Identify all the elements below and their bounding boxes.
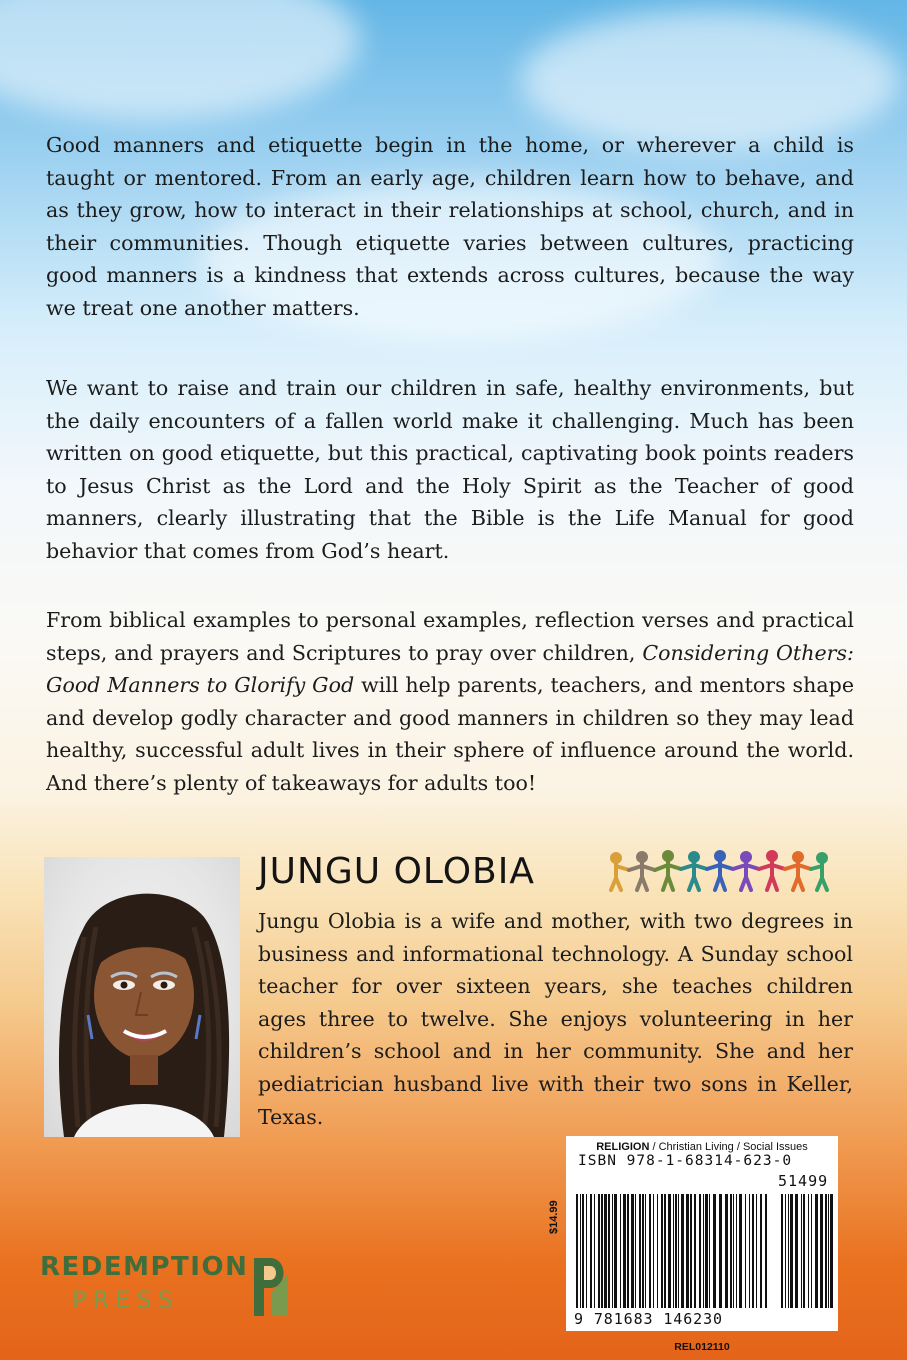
barcode-bar — [675, 1194, 677, 1308]
cloud-decoration — [0, 0, 360, 120]
barcode-bar — [690, 1194, 692, 1308]
barcode-bar — [703, 1194, 704, 1308]
barcode-bar — [586, 1194, 587, 1308]
price-label: $14.99 — [548, 1200, 560, 1234]
publisher-logo — [40, 1252, 290, 1324]
barcode-bar — [661, 1194, 663, 1308]
barcode-bar — [733, 1194, 734, 1308]
author-name: JUNGU OLOBIA — [258, 851, 535, 892]
category-rest: / Christian Living / Social Issues — [649, 1141, 808, 1153]
barcode-bar — [801, 1194, 802, 1308]
barcode-bar — [765, 1194, 767, 1308]
barcode-bar — [681, 1194, 684, 1308]
barcode-bar — [760, 1194, 762, 1308]
barcode-bar — [668, 1194, 671, 1308]
barcode-bar — [752, 1194, 754, 1308]
publisher-name-line-1: REDEMPTION — [40, 1252, 249, 1282]
barcode-bar — [657, 1194, 658, 1308]
publisher-mark-icon — [248, 1252, 294, 1322]
barcode-bar — [719, 1194, 722, 1308]
barcode-bar — [745, 1194, 746, 1308]
blurb-paragraph-3-end: will help parents, teachers, and mentors shape and develop godly character and good manners in children so they may lead healthy, successful adult lives in their sphere of influence around the world. And there’s plenty of takeaways for adults too! — [46, 673, 855, 795]
isbn-barcode — [574, 1194, 770, 1308]
barcode-bar — [709, 1194, 710, 1308]
barcode-bar — [642, 1194, 644, 1308]
barcode-bar — [645, 1194, 646, 1308]
author-photo — [44, 857, 240, 1137]
barcode-bar — [699, 1194, 701, 1308]
author-portrait-illustration — [44, 857, 240, 1137]
barcode-bar — [604, 1194, 607, 1308]
barcode-bar — [713, 1194, 716, 1308]
barcode-bar — [590, 1194, 592, 1308]
barcode-bar — [828, 1194, 829, 1308]
blurb-paragraph-3-start: From biblical examples to personal examples, reflection verses and practical steps, and prayers and Scriptures to pray over children, — [46, 608, 854, 665]
barcode-bar — [686, 1194, 689, 1308]
barcode-bar — [635, 1194, 636, 1308]
blurb-paragraph-1: Good manners and etiquette begin in the home, or wherever a child is taught or mentored. From an early age, children learn how to behave, and as they grow, how to interact in their relationships at school, church, and in their communities. Though etiquette varies between cultures, practicing good manners is a kindness that extends across cultures, because the way we treat one another matters. — [46, 133, 854, 320]
barcode-bar — [582, 1194, 584, 1308]
bisac-category — [566, 1141, 838, 1153]
barcode-bar — [612, 1194, 613, 1308]
barcode-bar — [808, 1194, 809, 1308]
barcode-bar — [694, 1194, 696, 1308]
book-title-italic: Considering Others: Good Manners to Glorify God — [46, 640, 854, 698]
isbn-label: ISBN 978-1-68314-623-0 — [578, 1153, 793, 1169]
barcode-bar — [678, 1194, 679, 1308]
barcode-bar — [631, 1194, 634, 1308]
price-code: 51499 — [778, 1172, 829, 1190]
ean-digits: 9 781683 146230 — [574, 1310, 723, 1328]
barcode-bar — [623, 1194, 626, 1308]
barcode-bar — [739, 1194, 742, 1308]
barcode-bar — [790, 1194, 793, 1308]
blurb-paragraph-3 — [46, 604, 854, 800]
barcode-bar — [614, 1194, 617, 1308]
barcode-bar — [730, 1194, 732, 1308]
barcode-bar — [673, 1194, 674, 1308]
barcode-bar — [594, 1194, 595, 1308]
barcode-bar — [664, 1194, 666, 1308]
barcode-bar — [736, 1194, 737, 1308]
barcode-bar — [795, 1194, 798, 1308]
barcode-bar — [576, 1194, 578, 1308]
barcode-bar — [653, 1194, 654, 1308]
barcode-bar — [725, 1194, 728, 1308]
barcode-bar — [781, 1194, 783, 1308]
barcode-bar — [815, 1194, 818, 1308]
barcode-bar — [620, 1194, 621, 1308]
barcode-bar — [785, 1194, 786, 1308]
barcode-bar — [820, 1194, 823, 1308]
blurb-paragraph-2: We want to raise and train our children in safe, healthy environments, but the daily encounters of a fallen world make it challenging. Much has been written on good etiquette, but this practical, captivating book points readers to Jesus Christ as the Lord and the Holy Spirit as the Teacher of good manners, clearly illustrating that the Bible is the Life Manual for good behavior that comes from God’s heart. — [46, 376, 854, 563]
barcode-bar — [788, 1194, 789, 1308]
barcode-bar — [580, 1194, 581, 1308]
barcode-bar — [598, 1194, 600, 1308]
children-holding-hands-icon — [602, 848, 832, 894]
barcode-bar — [756, 1194, 757, 1308]
category-bold: RELIGION — [596, 1141, 650, 1153]
barcode-bar — [830, 1194, 833, 1308]
barcode-bar — [649, 1194, 651, 1308]
barcode-bar — [705, 1194, 708, 1308]
price-addon-barcode — [779, 1194, 837, 1308]
barcode-bar — [627, 1194, 629, 1308]
barcode-bar — [608, 1194, 610, 1308]
barcode-bar — [811, 1194, 812, 1308]
barcode-bar — [601, 1194, 603, 1308]
barcode-bar — [639, 1194, 641, 1308]
publisher-name-line-2: PRESS — [72, 1286, 179, 1314]
barcode-bar — [803, 1194, 805, 1308]
reference-code: REL012110 — [674, 1341, 730, 1353]
barcode-bar — [749, 1194, 750, 1308]
author-bio: Jungu Olobia is a wife and mother, with two degrees in business and informational technology. A Sunday school teacher for over sixteen years, she teaches children ages three to twelve. She enjoys volunteering in her children’s school and in her community. She and her pediatrician husband live with their two sons in Keller, Texas. — [258, 909, 853, 1129]
barcode-bar — [825, 1194, 827, 1308]
